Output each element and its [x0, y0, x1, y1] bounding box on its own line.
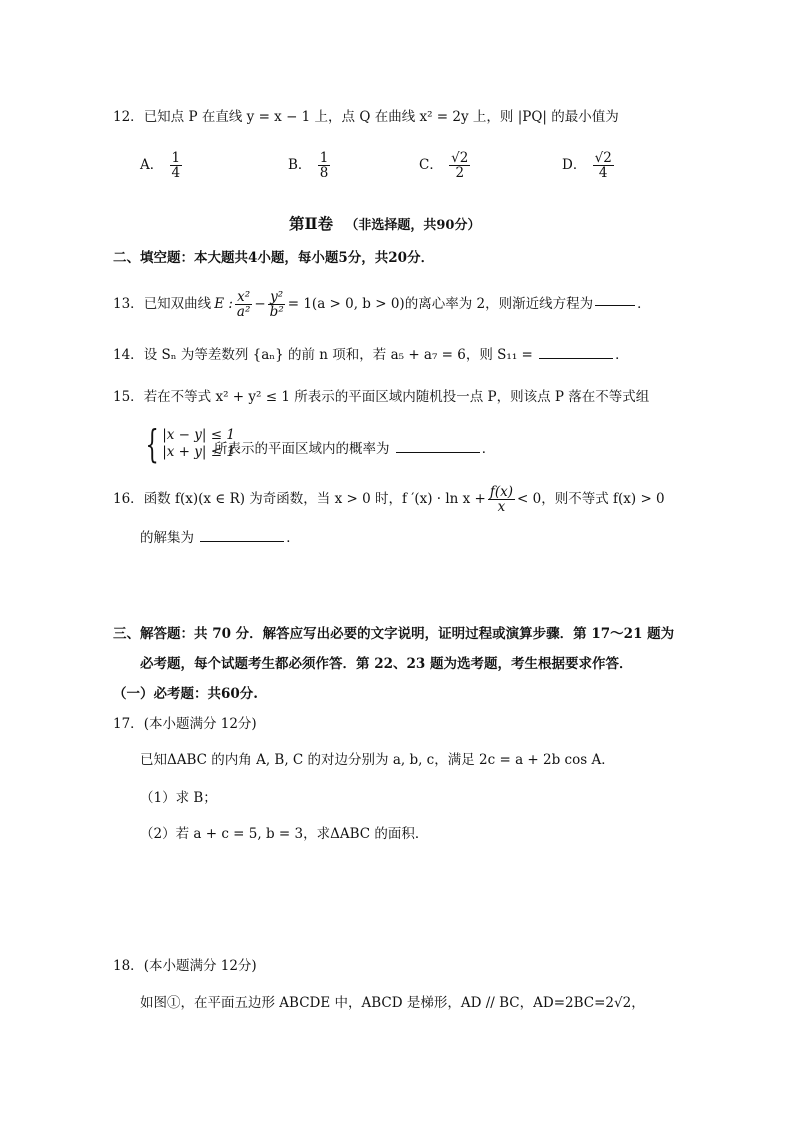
- answer-blank[interactable]: [539, 357, 613, 359]
- period: ．: [615, 347, 629, 363]
- equation-right: = 1(a > 0, b > 0): [287, 296, 405, 313]
- section-heading-cont: 必考题，每个试题考生都必须作答．第 22、23 题为选考题，考生根据要求作答．: [140, 656, 633, 672]
- question-15-line2: [214, 441, 495, 458]
- question-17-part2: （2）若 a + c = 5, b = 3，求ΔABC 的面积．: [140, 826, 429, 842]
- question-17-stem: 已知ΔABC 的内角 A, B, C 的对边分别为 a, b, c，满足 2c = a + 2b cos A．: [140, 752, 615, 768]
- minus-sign: −: [254, 296, 266, 313]
- question-number: 13．: [113, 296, 144, 313]
- curve-name: E :: [214, 296, 233, 313]
- question-number: 12．: [113, 109, 144, 125]
- option-label: A．: [140, 157, 164, 174]
- answer-blank[interactable]: [200, 540, 284, 542]
- system-row: |x + y| ≤ 1: [162, 444, 235, 460]
- fraction: $\frac{\text{x²}}{\text{a²}}$: [236, 289, 251, 321]
- question-14: [113, 347, 629, 364]
- question-text: 若在不等式 x² + y² ≤ 1 所表示的平面区域内随机投一点 P，则该点 P 落在不等式组: [143, 389, 650, 405]
- question-text: 已知双曲线: [143, 296, 212, 313]
- subsection-heading: （一）必考题：共60分.: [113, 686, 258, 702]
- part-subtitle: （非选择题，共90分）: [345, 218, 481, 233]
- section-heading: 三、解答题：共 70 分．解答应写出必要的文字说明，证明过程或演算步骤．第 17～21 题为: [113, 626, 675, 642]
- question-18-stem: 如图①，在平面五边形 ABCDE 中，ABCD 是梯形，AD // BC，AD=2BC=2√2，: [140, 995, 645, 1011]
- question-number: 15．: [113, 389, 144, 405]
- question-text: 的解集为: [140, 530, 194, 546]
- question-18: [113, 958, 257, 975]
- option-a: [140, 151, 184, 180]
- question-15: [113, 389, 649, 406]
- question-number: 16．: [113, 491, 144, 508]
- answer-blank[interactable]: [595, 304, 635, 306]
- part-heading: [289, 214, 480, 234]
- question-score: (本小题满分 12分): [143, 958, 257, 974]
- question-text: < 0，则不等式 f(x) > 0: [517, 491, 665, 508]
- section-heading: 二、填空题：本大题共4小题，每小题5分，共20分．: [113, 250, 435, 266]
- question-17: [113, 716, 257, 733]
- question-16-line2: [140, 530, 300, 547]
- question-text: 的离心率为 2，则渐近线方程为: [404, 296, 594, 313]
- question-score: (本小题满分 12分): [143, 716, 257, 732]
- option-label: B．: [288, 157, 312, 174]
- fraction: $\frac{f(x)}{x}$: [489, 484, 514, 516]
- brace: {: [145, 422, 159, 466]
- option-fraction: $\frac{√2}{2}$: [451, 150, 469, 182]
- part-title: 第Ⅱ卷: [289, 214, 334, 233]
- system-row: |x − y| ≤ 1: [162, 427, 235, 444]
- period: ．: [481, 441, 496, 457]
- option-fraction: $\frac{√2}{4}$: [594, 150, 612, 182]
- question-text: 所表示的平面区域内的概率为: [214, 441, 390, 457]
- option-fraction: $\frac{1}{4}$: [171, 150, 181, 182]
- question-12: [113, 109, 619, 126]
- question-text: 设 Sₙ 为等差数列 {aₙ} 的前 n 项和，若 a₅ + a₇ = 6，则 S₁₁ =: [143, 347, 533, 363]
- question-text: 函数 f(x)(x ∈ R) 为奇函数，当 x > 0 时，f ′(x) · ln x +: [143, 491, 486, 508]
- question-17-part1: （1）求 B；: [140, 790, 217, 806]
- question-text: 已知点 P 在直线 y = x − 1 上，点 Q 在曲线 x² = 2y 上，则 |PQ| 的最小值为: [143, 109, 619, 125]
- option-fraction: $\frac{1}{8}$: [319, 150, 329, 182]
- question-16: [113, 485, 665, 514]
- period: ．: [286, 530, 300, 546]
- period: ．: [637, 296, 651, 313]
- option-b: [288, 151, 332, 180]
- answer-blank[interactable]: [396, 451, 480, 453]
- question-number: 18．: [113, 958, 144, 974]
- option-label: D．: [562, 157, 587, 174]
- question-13: [113, 290, 651, 319]
- option-d: [562, 151, 616, 180]
- option-label: C．: [419, 157, 443, 174]
- question-number: 17．: [113, 716, 144, 732]
- option-c: [419, 151, 472, 180]
- fraction: $\frac{\text{y²}}{\text{b²}}$: [269, 289, 284, 321]
- question-number: 14．: [113, 347, 144, 363]
